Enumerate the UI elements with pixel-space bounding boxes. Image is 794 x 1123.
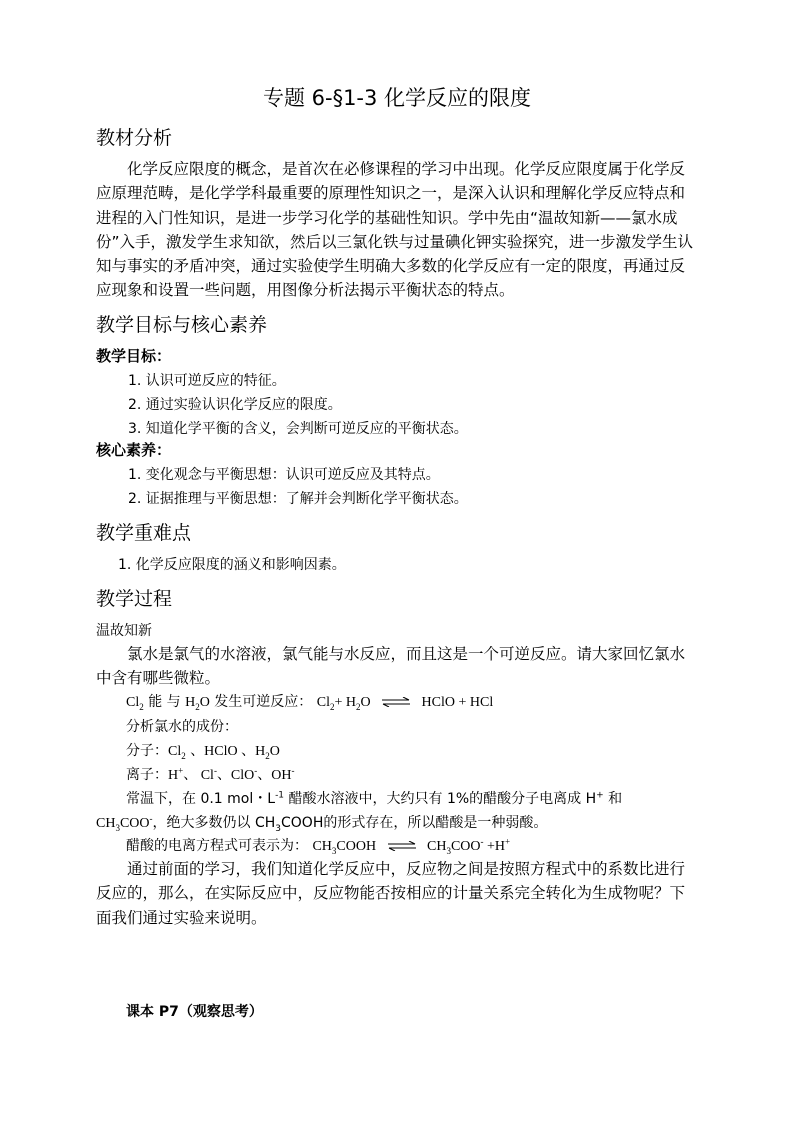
- difficulty-item: 1. 化学反应限度的涵义和影响因素。: [118, 557, 346, 573]
- acetic-d: ，绝大多数仍以 CH: [152, 815, 276, 831]
- goal-item-1: 1. 认识可逆反应的特征。: [128, 373, 286, 389]
- ionization-left: $CH_3COOH$: [312, 839, 377, 856]
- section-heading-difficulty: 教学重难点: [96, 522, 192, 544]
- acetic-a: 常温下，在 0.1 mol・L: [126, 791, 276, 807]
- section-heading-process: 教学过程: [96, 588, 173, 610]
- molecules-line: [126, 741, 280, 762]
- acetic-b: 醋酸水溶液中，大约只有 1%的醋酸分子电离成 H: [284, 791, 597, 807]
- closing-paragraph: 通过前面的学习，我们知道化学反应中，反应物之间是按照方程式中的系数比进行反应的，那么，在实际反应中，反应物能否按相应的计量关系完全转化为生成物呢？下面我们通过实验来说明。: [96, 860, 686, 927]
- acetic-line-1: 常温下，在 0.1 mol・$L^{-1}$ 醋酸水溶液中，大约只有 1%的醋酸分子电离成 H+ 和: [126, 790, 623, 807]
- ionization-line: [126, 836, 510, 857]
- ions-label: 离子：: [126, 767, 168, 783]
- ionization-label: 醋酸的电离方程式可表示为：: [126, 838, 308, 854]
- equation-left: $Cl_2+ H_2O$: [316, 695, 371, 712]
- literacy-item-2: 2. 证据推理与平衡思想：了解并会判断化学平衡状态。: [128, 491, 468, 507]
- cl2-text2: 发生可逆反应：: [214, 694, 313, 710]
- chlorine-reaction-line: [126, 692, 493, 713]
- acetate-formula: $CH_3COO^-$: [96, 813, 153, 833]
- ionization-right: $CH_3COO^- +H^+$: [426, 836, 511, 856]
- acetic-e: COOH的形式存在，所以醋酸是一种弱酸。: [281, 815, 548, 831]
- goals-label: 教学目标：: [96, 347, 172, 365]
- acetic-line-2: $CH_3COO^-$，绝大多数仍以 $CH_3COOH$的形式存在，所以醋酸是一种弱酸。: [96, 813, 548, 834]
- molecules-label: 分子：: [126, 743, 168, 759]
- ions-line: 离子：H+、 Cl-、ClO-、OH-: [126, 765, 295, 783]
- cl2-formula: $Cl_2$: [126, 695, 144, 712]
- ion-oh: 、OH: [257, 768, 292, 783]
- molecules-list: 、HClO 、: [190, 744, 256, 759]
- h2o-formula: $H_2O$: [185, 695, 210, 712]
- textbook-reference: 课本 P7（观察思考）: [126, 1004, 263, 1020]
- analyze-label: 分析氯水的成份：: [126, 719, 238, 735]
- chlorine-water-paragraph: 氯水是氯气的水溶液，氯气能与水反应，而且这是一个可逆反应。请大家回忆氯水中含有哪些微粒。: [96, 645, 686, 688]
- section-heading-goals: 教学目标与核心素养: [96, 314, 268, 336]
- page-title: 专题 6-§1-3 化学反应的限度: [262, 86, 532, 110]
- literacy-item-1: 1. 变化观念与平衡思想：认识可逆反应及其特点。: [128, 467, 440, 483]
- review-label: 温故知新: [96, 623, 152, 639]
- acetic-c: 和: [603, 791, 623, 807]
- cl2-text: 能 与: [148, 694, 186, 710]
- ion-h: H+、: [168, 765, 201, 783]
- equation-right: HClO + HCl: [421, 695, 494, 710]
- goal-item-3: 3. 知道化学平衡的含义，会判断可逆反应的平衡状态。: [128, 421, 468, 437]
- goal-item-2: 2. 通过实验认识化学反应的限度。: [128, 397, 342, 413]
- ion-cl: Cl: [200, 768, 214, 783]
- section-heading-analysis: 教材分析: [96, 127, 173, 149]
- molecules-h2o: $H_2O$: [255, 744, 280, 761]
- molecules-cl2: $Cl_2$: [168, 744, 186, 761]
- literacy-label: 核心素养：: [96, 441, 172, 459]
- reversible-arrow-icon: [387, 841, 417, 851]
- ion-clo: 、ClO: [216, 768, 255, 783]
- analysis-paragraph: 化学反应限度的概念，是首次在必修课程的学习中出现。化学反应限度属于化学反应原理范畴，是化学学科最重要的原理性知识之一，是深入认识和理解化学反应特点和进程的入门性知识，是进一步学习化学的基础性知识。学中先由“温故知新——氯水成份”入手，激发学生求知欲，然后以三氯化铁与过量碘化钾实验探究，进一步激发学生认知与事实的矛盾冲突，通过实验使学生明确大多数的化学反应有一定的限度，再通过反应现象和设置一些问题，用图像分析法揭示平衡状态的特点。: [96, 160, 694, 300]
- reversible-arrow-icon: [381, 697, 411, 707]
